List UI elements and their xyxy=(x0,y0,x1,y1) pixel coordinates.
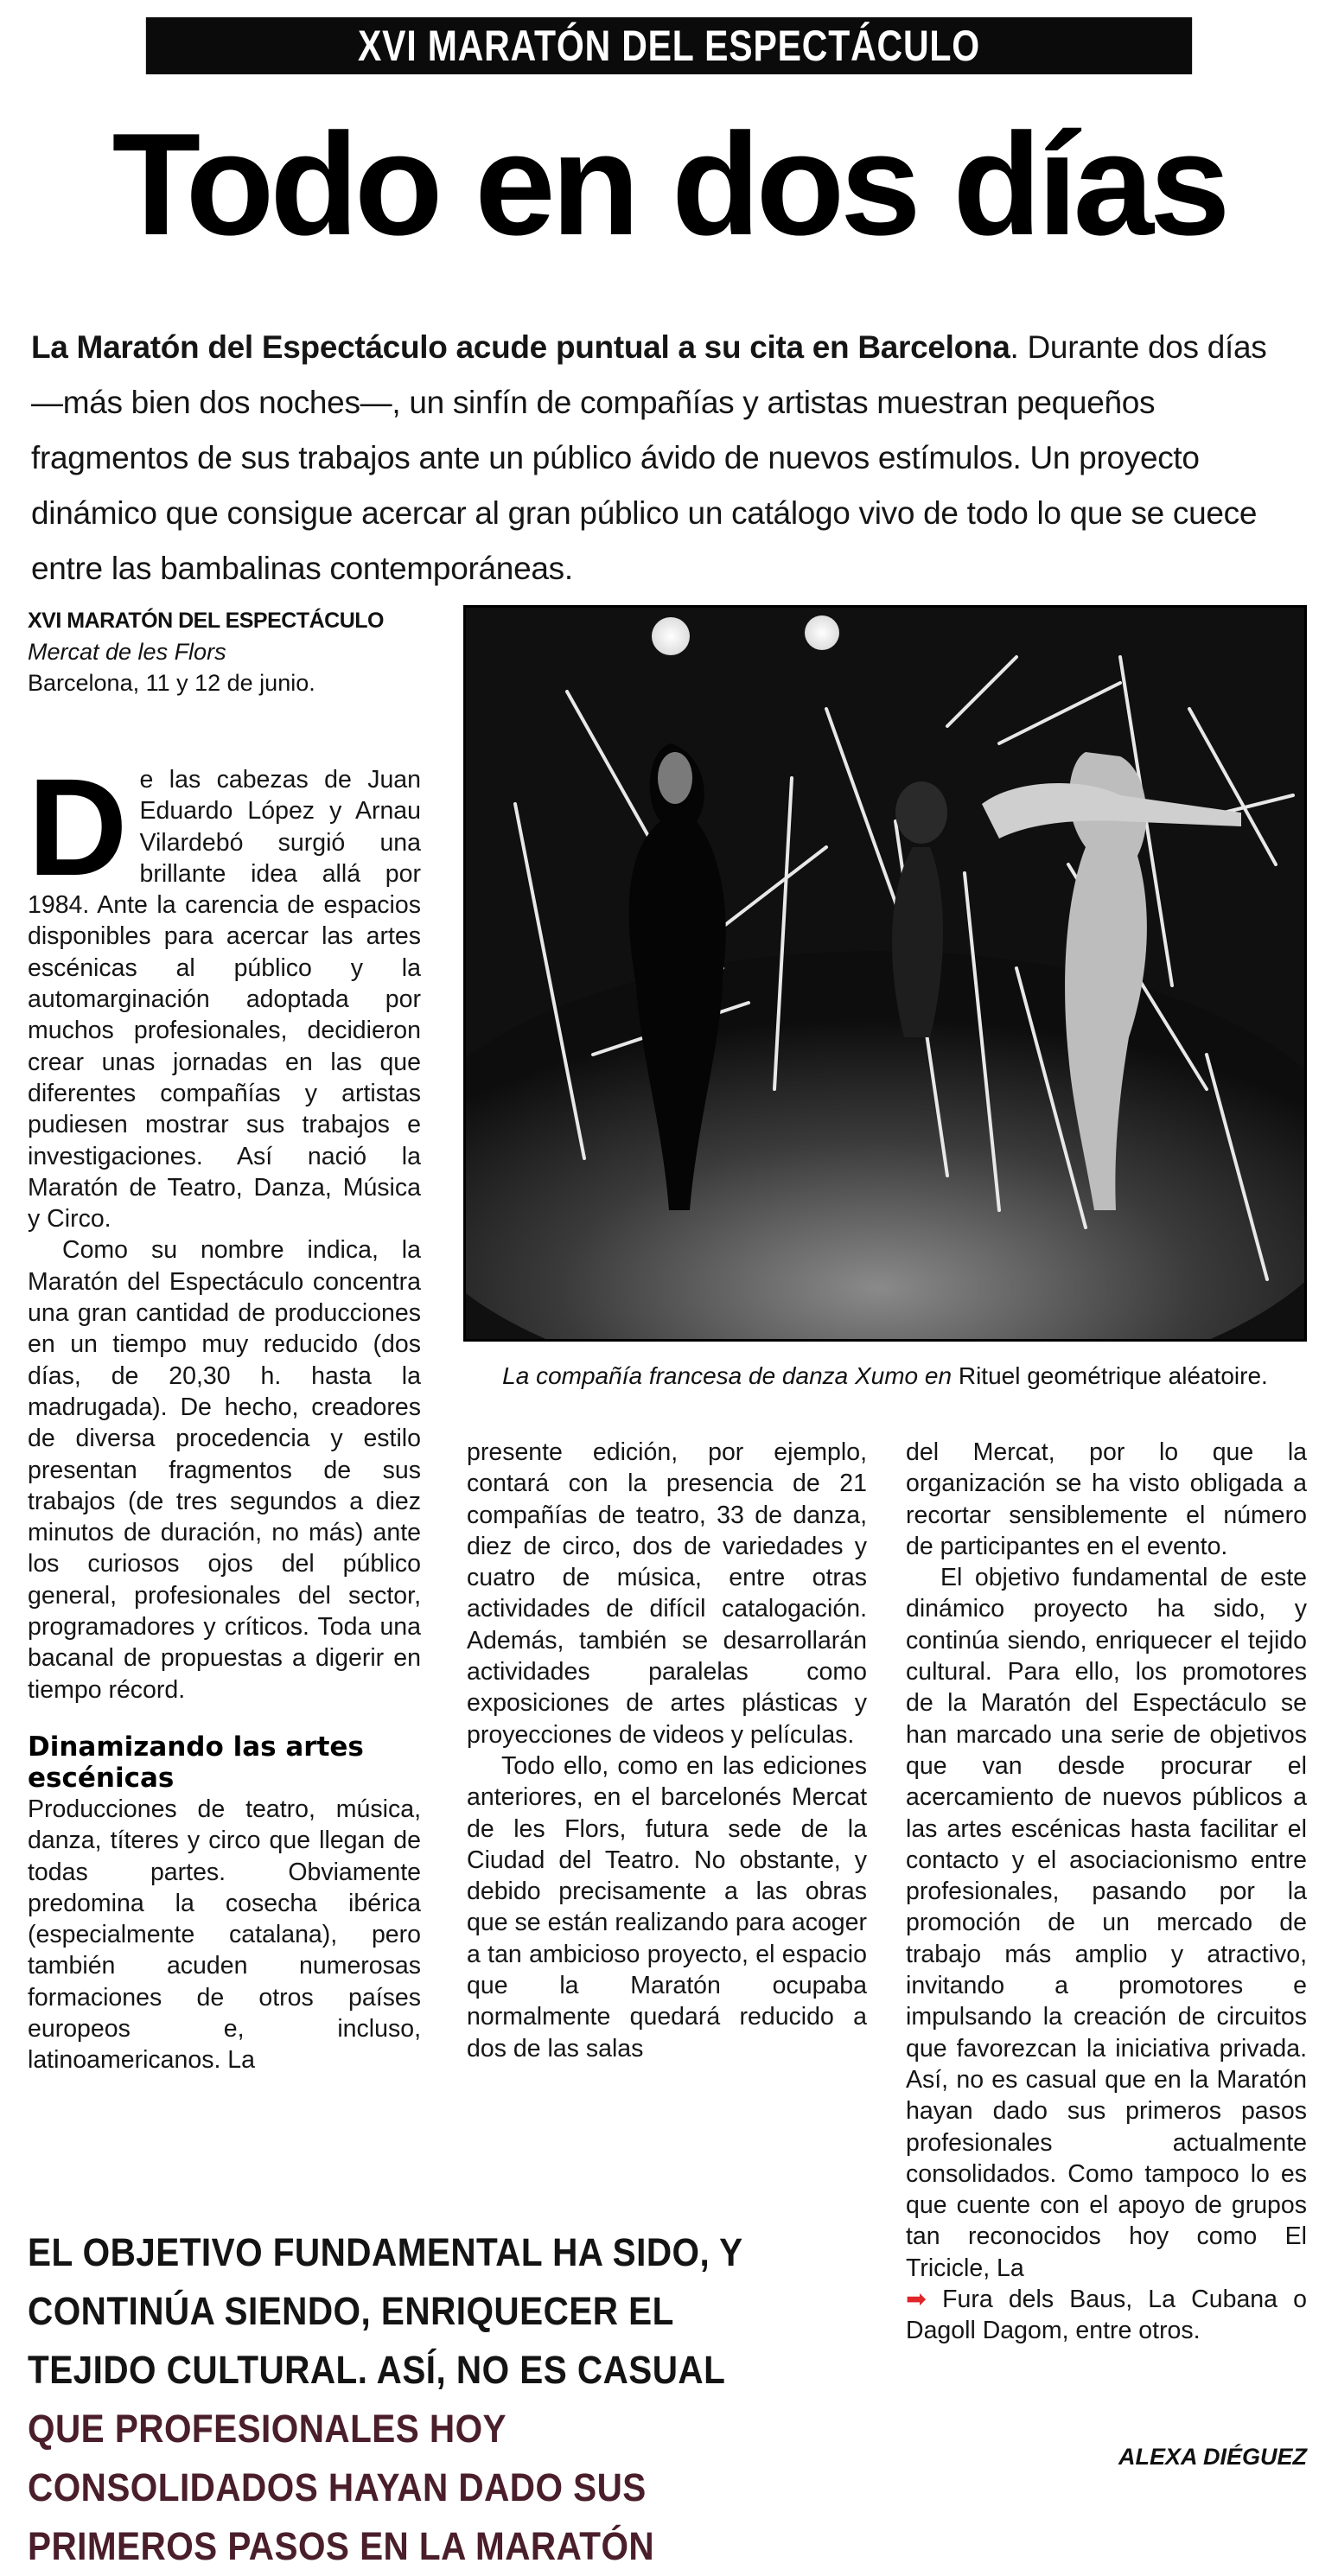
col3-paragraph-1: del Mercat, por lo que la organización se ha visto obligada a recortar sensiblemente el número de participantes en el evento. xyxy=(906,1438,1307,1560)
dance-photo-art xyxy=(463,605,1307,1342)
caption-italic: La compañía francesa de danza Xumo en xyxy=(502,1362,953,1389)
col2-paragraph-1: presente edición, por ejemplo, contará con la presencia de 21 compañías de teatro, 33 de danza, diez de circo, dos de variedades y cuatro de música, entre otras actividades de difícil catalogación. Además, también se desarrollarán actividades paralelas como exposiciones de artes plásticas y proyecciones de videos y películas. xyxy=(467,1438,867,1749)
photo-caption xyxy=(463,1359,1307,1393)
pull-quote xyxy=(28,2223,806,2576)
caption-roman: Rituel geométrique aléatoire. xyxy=(958,1362,1268,1389)
col3-paragraph-2: El objetivo fundamental de este dinámico proyecto ha sido, y continúa siendo, enriquecer el tejido cultural. Para ello, los promotores de la Maratón del Espectáculo se han marcado una serie de objetivos que van desde procurar el acercamiento de nuevos públicos a las artes escénicas hasta facilitar el contacto y el asociacionismo entre profesionales, pasando por la promoción de un mercado de trabajo más amplio y atractivo, invitando a promotores e impulsando la creación de circuitos que favorezcan la iniciativa privada. Así, no es casual que en la Maratón hayan dado sus primeros pasos profesionales actualmente consolidados. Como tampoco lo es que cuente con el apoyo de grupos tan reconocidos hoy como El Tricicle, La xyxy=(906,1564,1307,2282)
body-column-3 xyxy=(906,1437,1307,2347)
lead-paragraph xyxy=(31,320,1302,596)
arrow-right-icon: ➡ xyxy=(906,2286,927,2314)
event-place-date: Barcelona, 11 y 12 de junio. xyxy=(28,670,315,696)
event-name: XVI MARATÓN DEL ESPECTÁCULO xyxy=(28,609,384,633)
body-column-1 xyxy=(28,749,421,2076)
event-venue: Mercat de les Flors xyxy=(28,639,226,665)
col2-paragraph-2: Todo ello, como en las ediciones anteriores, en el barcelonés Mercat de les Flors, futura sede de la Ciudad del Teatro. No obstante, y debido precisamente a las obras que se están realizando para acoger a tan ambicioso proyecto, el espacio que la Maratón ocupaba normalmente quedará reducido a dos de las salas xyxy=(467,1751,867,2063)
event-info xyxy=(28,605,443,698)
subhead: Dinamizando las artes escénicas xyxy=(28,1731,364,1794)
col1-paragraph-3: Producciones de teatro, música, danza, títeres y circo que llegan de todas partes. Obviamente predomina la cosecha ibérica (especialmente catalana), pero también acuden numerosas formaciones de otros países europeos e, incluso, latinoamericanos. La xyxy=(28,1795,421,2075)
pull-quote-part2: QUE PROFESIONALES HOY CONSOLIDADOS HAYAN DADO SUS PRIMEROS PASOS EN LA MARATÓN xyxy=(28,2407,655,2568)
byline: ALEXA DIÉGUEZ xyxy=(1118,2444,1307,2470)
headline: Todo en dos días xyxy=(112,103,1226,265)
col3-paragraph-3: Fura dels Baus, La Cubana o Dagoll Dagom, entre otros. xyxy=(906,2286,1307,2345)
body-column-2 xyxy=(467,1437,867,2064)
col1-paragraph-2: Como su nombre indica, la Maratón del Espectáculo concentra una gran cantidad de producciones en un tiempo muy reducido (dos días, de 20,30 h. hasta la madrugada). De hecho, creadores de diversa procedencia y estilo presentan fragmentos de sus trabajos (de tres segundos a diez minutos de duración, no más) ante los curiosos ojos del público general, profesionales del sector, programadores y críticos. Toda una bacanal de propuestas a digerir en tiempo récord. xyxy=(28,1236,421,1704)
lead-bold: La Maratón del Espectáculo acude puntual a su cita en Barcelona xyxy=(31,329,1010,365)
dance-photo xyxy=(463,605,1307,1342)
lead-rest: . Durante dos días —más bien dos noches—, un sinfín de compañías y artistas muestran pequeños fragmentos de sus trabajos ante un público ávido de nuevos estímulos. Un proyecto dinámico que consigue acercar al gran público un catálogo vivo de todo lo que se cuece entre las bambalinas contemporáneas. xyxy=(31,329,1267,586)
section-kicker: XVI MARATÓN DEL ESPECTÁCULO xyxy=(146,17,1192,74)
pull-quote-part1: EL OBJETIVO FUNDAMENTAL HA SIDO, Y CONTINÚA SIENDO, ENRIQUECER EL TEJIDO CULTURAL. ASÍ, NO ES CASUAL xyxy=(28,2230,742,2392)
col1-paragraph-1: e las cabezas de Juan Eduardo López y Arnau Vilardebó surgió una brillante idea allá por 1984. Ante la carencia de espacios disponibles para acercar las artes escénicas al público y la automarginación adoptada por muchos profesionales, decidieron crear unas jornadas en las que diferentes compañías y artistas pudiesen mostrar sus trabajos e investigaciones. Así nació la Maratón de Teatro, Danza, Música y Circo. xyxy=(28,766,421,1234)
drop-cap: D xyxy=(28,749,128,904)
